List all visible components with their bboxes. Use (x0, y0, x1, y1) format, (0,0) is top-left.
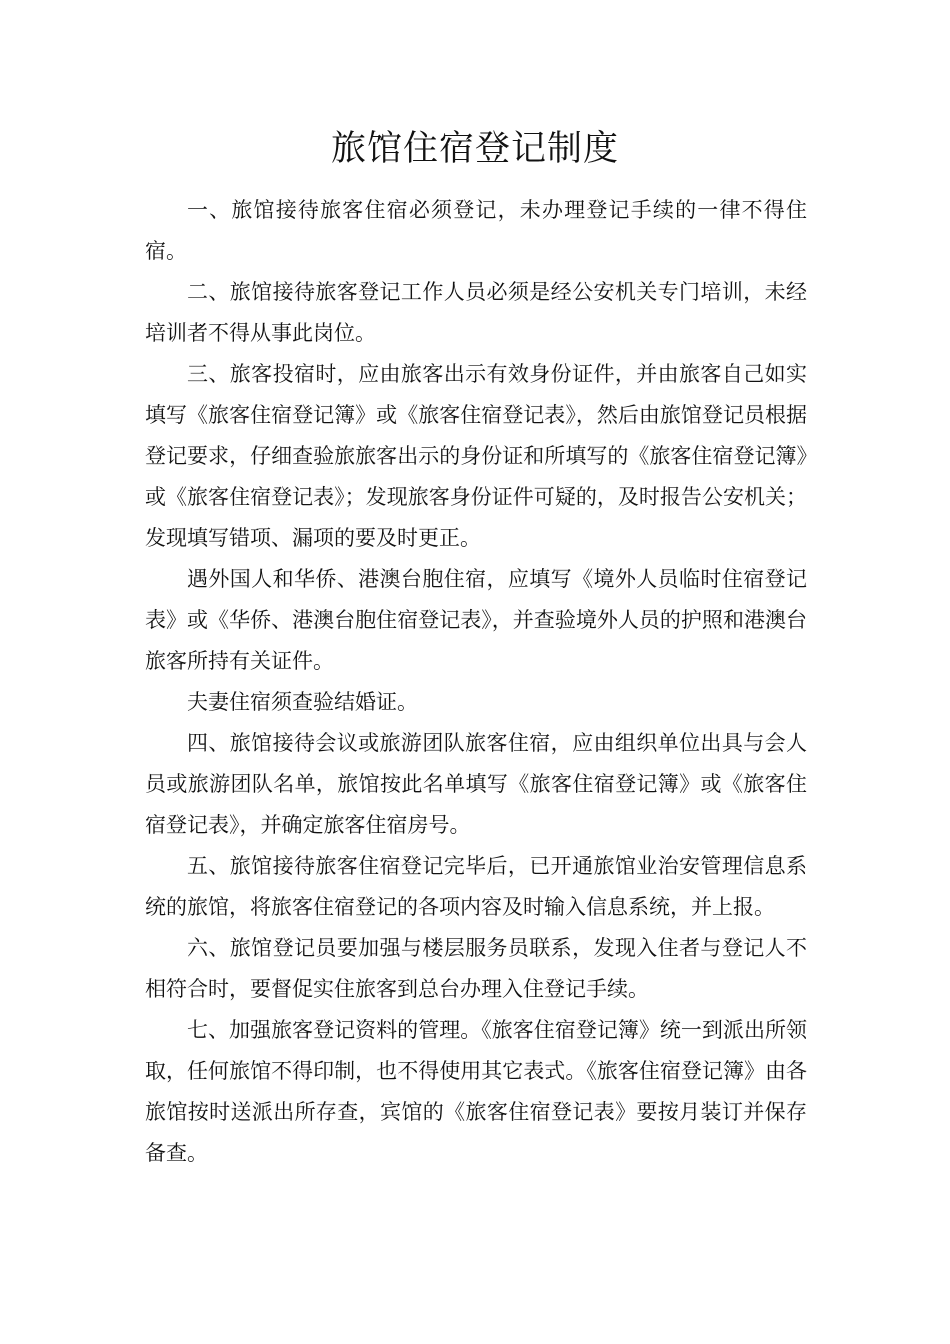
paragraph-9: 七、加强旅客登记资料的管理。《旅客住宿登记簿》统一到派出所领取，任何旅馆不得印制，也不得使用其它表式。《旅客住宿登记簿》由各旅馆按时送派出所存查，宾馆的《旅客住宿登记表》要按月装订并保存备查。 (145, 1018, 807, 1165)
document-body (145, 190, 807, 1174)
paragraph-8: 六、旅馆登记员要加强与楼层服务员联系，发现入住者与登记人不相符合时，要督促实住旅客到总台办理入住登记手续。 (145, 936, 807, 1001)
paragraph-3: 三、旅客投宿时，应由旅客出示有效身份证件，并由旅客自己如实填写《旅客住宿登记簿》或《旅客住宿登记表》，然后由旅馆登记员根据登记要求，仔细查验旅旅客出示的身份证和所填写的《旅客住宿登记簿》或《旅客住宿登记表》；发现旅客身份证件可疑的，及时报告公安机关；发现填写错项、漏项的要及时更正。 (145, 362, 807, 550)
paragraph-6: 四、旅馆接待会议或旅游团队旅客住宿，应由组织单位出具与会人员或旅游团队名单，旅馆按此名单填写《旅客住宿登记簿》或《旅客住宿登记表》，并确定旅客住宿房号。 (145, 731, 807, 837)
paragraph-5: 夫妻住宿须查验结婚证。 (187, 690, 418, 714)
document-title: 旅馆住宿登记制度 (330, 129, 619, 169)
paragraph-2: 二、旅馆接待旅客登记工作人员必须是经公安机关专门培训，未经培训者不得从事此岗位。 (145, 280, 807, 345)
paragraph-7: 五、旅馆接待旅客住宿登记完毕后，已开通旅馆业治安管理信息系统的旅馆，将旅客住宿登记的各项内容及时输入信息系统，并上报。 (145, 854, 807, 919)
paragraph-4: 遇外国人和华侨、港澳台胞住宿，应填写《境外人员临时住宿登记表》或《华侨、港澳台胞住宿登记表》，并查验境外人员的护照和港澳台旅客所持有关证件。 (145, 567, 807, 673)
paragraph-1: 一、旅馆接待旅客住宿必须登记，未办理登记手续的一律不得住宿。 (145, 198, 807, 263)
